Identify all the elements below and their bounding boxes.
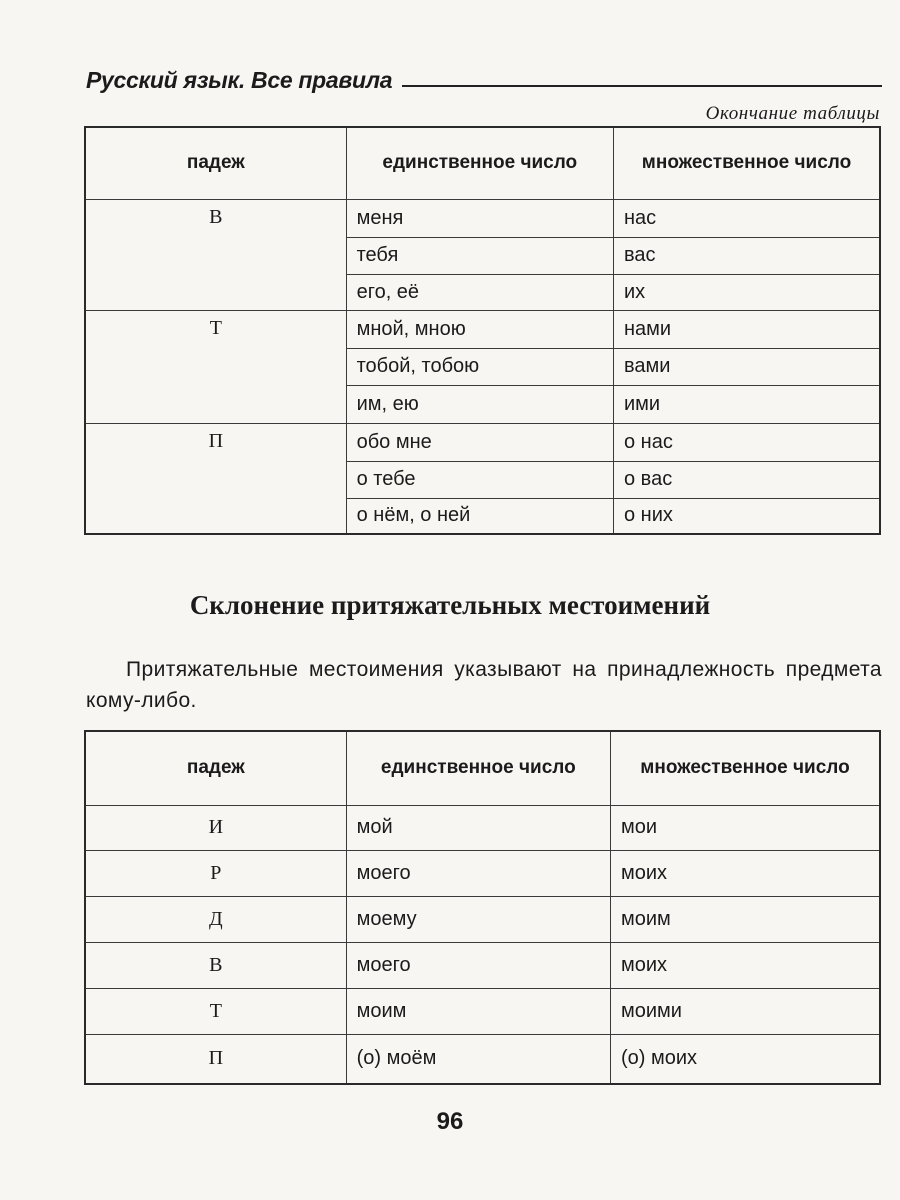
singular-form: моим xyxy=(346,988,610,1034)
singular-form: обо мне xyxy=(346,423,613,461)
plural-form: вас xyxy=(614,237,881,274)
table-row xyxy=(85,896,880,942)
case-label: И xyxy=(85,805,346,850)
plural-form: их xyxy=(614,274,881,310)
singular-form: тебя xyxy=(346,237,613,274)
table-header-row xyxy=(85,127,880,199)
table-row xyxy=(85,942,880,988)
personal-pronouns-table xyxy=(84,126,881,535)
header-case: падеж xyxy=(85,731,346,805)
case-label: Д xyxy=(85,896,346,942)
plural-form: моим xyxy=(611,896,880,942)
singular-form: о нём, о ней xyxy=(346,498,613,534)
table-row xyxy=(85,310,880,348)
case-label: В xyxy=(85,199,346,310)
plural-form: моих xyxy=(611,850,880,896)
case-label: П xyxy=(85,423,346,534)
header-case: падеж xyxy=(85,127,346,199)
case-label: В xyxy=(85,942,346,988)
header-rule xyxy=(402,85,882,87)
header-singular: единственное число xyxy=(346,731,610,805)
table-continuation-caption: Окончание таблицы xyxy=(705,103,880,124)
singular-form: моего xyxy=(346,850,610,896)
singular-form: тобой, тобою xyxy=(346,348,613,385)
singular-form: моему xyxy=(346,896,610,942)
plural-form: вами xyxy=(614,348,881,385)
singular-form: моего xyxy=(346,942,610,988)
section-paragraph: Притяжательные местоимения указывают на принадлежность предмета кому-либо. xyxy=(86,658,882,712)
plural-form: нами xyxy=(614,310,881,348)
singular-form: о тебе xyxy=(346,461,613,498)
possessive-pronouns-table xyxy=(84,730,881,1085)
table-row xyxy=(85,988,880,1034)
table-row xyxy=(85,850,880,896)
table-row xyxy=(85,199,880,237)
case-label: П xyxy=(85,1034,346,1084)
header-singular: единственное число xyxy=(346,127,613,199)
singular-form: (о) моём xyxy=(346,1034,610,1084)
plural-form: нас xyxy=(614,199,881,237)
plural-form: ими xyxy=(614,385,881,423)
plural-form: мои xyxy=(611,805,880,850)
header-plural: множественное число xyxy=(614,127,881,199)
singular-form: мой xyxy=(346,805,610,850)
section-heading: Склонение притяжательных местоимений xyxy=(189,590,711,620)
singular-form: меня xyxy=(346,199,613,237)
case-label: Т xyxy=(85,310,346,423)
table-row xyxy=(85,423,880,461)
plural-form: (о) моих xyxy=(611,1034,880,1084)
table-row xyxy=(85,1034,880,1084)
plural-form: о вас xyxy=(614,461,881,498)
header-plural: множественное число xyxy=(611,731,880,805)
singular-form: его, её xyxy=(346,274,613,310)
plural-form: моих xyxy=(611,942,880,988)
plural-form: моими xyxy=(611,988,880,1034)
plural-form: о них xyxy=(614,498,881,534)
book-title: Русский язык. Все правила xyxy=(86,67,393,93)
table-row xyxy=(85,805,880,850)
singular-form: мной, мною xyxy=(346,310,613,348)
case-label: Т xyxy=(85,988,346,1034)
case-label: Р xyxy=(85,850,346,896)
table-header-row xyxy=(85,731,880,805)
page-header xyxy=(86,60,882,94)
singular-form: им, ею xyxy=(346,385,613,423)
page-number: 96 xyxy=(436,1108,464,1135)
plural-form: о нас xyxy=(614,423,881,461)
